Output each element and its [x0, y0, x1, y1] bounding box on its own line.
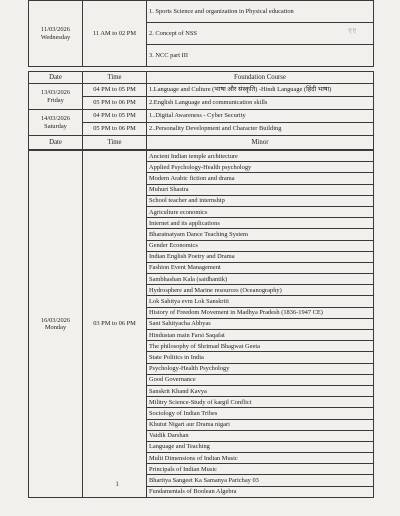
minor-subject: Bharatnatyam Dance Teaching System [147, 229, 374, 240]
minor-table [28, 150, 374, 498]
minor-subject: The philosophy of Shrimad Bhagwat Geeta [147, 341, 374, 352]
minor-subject: Multi Dimensions of Indian Music [147, 453, 374, 464]
minor-day: Monday [44, 323, 67, 331]
minor-subject: Hydrosphere and Marine resources (Oceanography) [147, 285, 374, 296]
minor-time: 03 PM to 06 PM [83, 151, 147, 498]
minor-date: 16/03/2026 [40, 316, 71, 324]
block1-table [28, 0, 374, 67]
minor-subject: Muhurt Shastra [147, 184, 374, 195]
minor-date-cell [29, 151, 83, 498]
minor-subject: Sant Sahityacha Abhyas [147, 318, 374, 329]
minor-subject: Modern Arabic fiction and drama [147, 173, 374, 184]
minor-row [29, 151, 374, 162]
block1-row-1: 1. Sports Science and organization in Physical education [147, 1, 374, 23]
minor-subject: Lok Sahitya evm Lok Sanskriti [147, 296, 374, 307]
minor-subject: Sociology of Indian Tribes [147, 408, 374, 419]
minor-subject: Bhartiya Sangeet Ka Samanya Parichay 03 [147, 475, 374, 486]
minor-subject: Fundamentals of Boolean Algebra [147, 486, 374, 497]
foundation-day1-slot2-time: 05 PM to 06 PM [83, 97, 147, 110]
exam-schedule-sheet [28, 0, 374, 498]
minor-subject: Sambhashan Kala (saidhantik) [147, 274, 374, 285]
minor-header-course: Minor [147, 136, 374, 150]
foundation-day1-slot1-course: 1.Language and Culture (भाषा और संस्कृति) -Hindi Language (हिंदी भाषा) [147, 84, 374, 97]
foundation-day2-slot1-course: 1..Digital Awareness - Cyber Security [147, 110, 374, 123]
block1-row-3: 3. NCC part III [147, 45, 374, 67]
minor-subject: Applied Psychology-Health psychology [147, 162, 374, 173]
minor-subject: Internet and its applications [147, 218, 374, 229]
minor-subject: Agriculture economics [147, 206, 374, 217]
minor-subject: Hindustan main Farsi Saqafat [147, 330, 374, 341]
foundation-header-course: Foundation Course [147, 72, 374, 84]
minor-subject: Indian English Poetry and Drama [147, 251, 374, 262]
minor-subject: Good Governance [147, 374, 374, 385]
block1-time: 11 AM to 02 PM [83, 1, 147, 67]
minor-subject: Khutut Nigari aur Drama nigari [147, 419, 374, 430]
minor-subject: Language and Teaching [147, 441, 374, 452]
foundation-header-time: Time [83, 72, 147, 84]
foundation-day2-slot2-course: 2..Personality Development and Character Building [147, 123, 374, 136]
block1-row-2: 2. Concept of NSS ऍऍ [147, 23, 374, 45]
minor-header-date: Date [29, 136, 83, 150]
foundation-day2-slot2-time: 05 PM to 06 PM [83, 123, 147, 136]
minor-subject: Gender Economics [147, 240, 374, 251]
minor-subject: Ancient Indian temple architecture [147, 151, 374, 162]
foundation-table [28, 71, 374, 150]
minor-subject: Vaidik Darshan [147, 430, 374, 441]
minor-subject: Militry Science-Study of kargil Conflict [147, 397, 374, 408]
minor-subject: School teacher and internship [147, 195, 374, 206]
foundation-day2-slot1-time: 04 PM to 05 PM [83, 110, 147, 123]
foundation-day2-date-cell: 14/03/2026 Saturday [29, 110, 83, 136]
foundation-day1-slot2-course: 2.English Language and communication skills [147, 97, 374, 110]
minor-subject: Psychology-Health Psychology [147, 363, 374, 374]
handwritten-mark: ı [116, 478, 119, 488]
foundation-day1-slot1-time: 04 PM to 05 PM [83, 84, 147, 97]
minor-subject: History of Freedom Movement in Madhya Pradesh (1836-1947 CE) [147, 307, 374, 318]
block1-date-cell [29, 1, 83, 67]
minor-subject: Principals of Indian Music [147, 464, 374, 475]
faint-stamp: ऍऍ [348, 29, 357, 35]
foundation-day1-date-cell: 13/03/2026 Friday [29, 84, 83, 110]
foundation-header-date: Date [29, 72, 83, 84]
minor-subject: State Politics in India [147, 352, 374, 363]
minor-header-time: Time [83, 136, 147, 150]
block1-date: 11/03/2026 [41, 26, 70, 34]
minor-subject: Fashion Event Management [147, 262, 374, 273]
minor-subject: Sanskrit Khand Kavya [147, 385, 374, 396]
block1-day: Wednesday [40, 33, 71, 41]
